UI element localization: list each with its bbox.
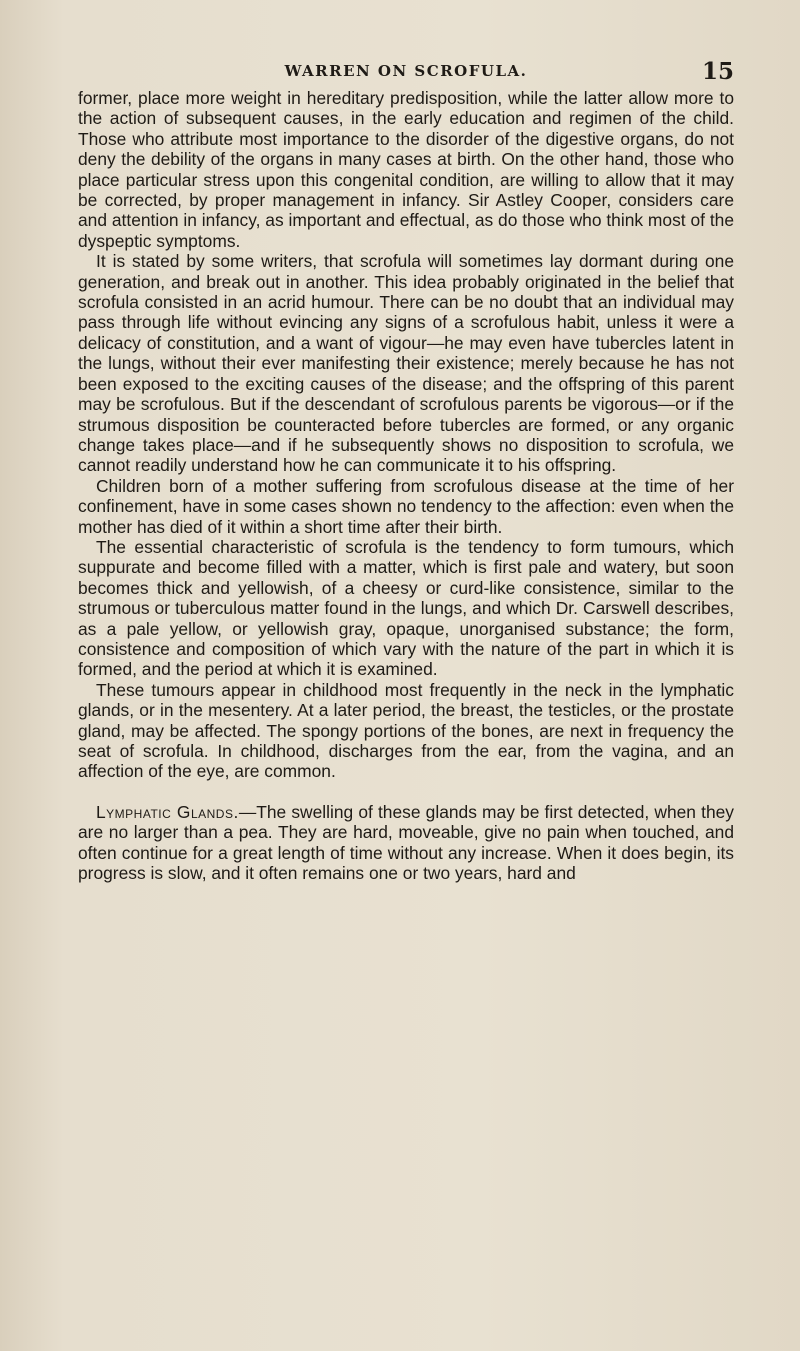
paragraph-children-born: Children born of a mother suffering from scrofulous disease at the time of her confinement, have in some cases shown no tendency to the affection: even when the mother has died of it within a short time after their birth. [78, 475, 734, 537]
section-text: —The swelling of these glands may be first detected, when they are no larger than a pea. They are hard, moveable, give no pain when touched, and often continue for a great length of time without any increase. When it does begin, its progress is slow, and it often remains one or two years, hard and [78, 801, 734, 884]
paragraph-dormant-generation: It is stated by some writers, that scrofula will sometimes lay dormant during one generation, and break out in another. This idea probably originated in the belief that scrofula consisted in an acrid humour. There can be no doubt that an individual may pass through life without evincing any signs of a scrofulous habit, unless it were a delicacy of constitution, and a want of vigour—he may even have tubercles latent in the lungs, without their ever manifesting their existence; merely because he has not been exposed to the exciting causes of the disease; and the offspring of this parent may be scrofulous. But if the descendant of scrofulous parents be vigorous—or if the strumous disposition be counteracted before tubercles are formed, or any organic change takes place—and if he subsequently shows no disposition to scrofula, we cannot readily understand how he can communicate it to his offspring. [78, 251, 734, 476]
paragraph-tumours-childhood: These tumours appear in childhood most frequently in the neck in the lymphatic glands, or in the mesentery. At a later period, the breast, the testicles, or the prostate gland, may be affected. The spongy portions of the bones, are next in frequency the seat of scrofula. In childhood, discharges from the ear, from the vagina, and an affection of the eye, are common. [78, 679, 734, 782]
paragraph-essential-characteristic: The essential characteristic of scrofula is the tendency to form tumours, which suppurate and become filled with a matter, which is first pale and watery, but soon becomes thick and yellowish, of a cheesy or curd-like consistence, similar to the strumous or tuberculous matter found in the lungs, and which Dr. Carswell describes, as a pale yellow, or yellowish gray, opaque, unorganised substance; the form, consistence and composition of which vary with the nature of the part in which it is formed, and the period at which it is examined. [78, 536, 734, 680]
paragraph-lymphatic-glands [78, 802, 734, 884]
running-head: WARREN ON SCROFULA. [284, 62, 528, 80]
paragraph-continued: former, place more weight in hereditary predisposition, while the latter allow more to the action of subsequent causes, in the early education and regimen of the child. Those who attribute most importance to the disorder of the digestive organs, do not deny the debility of the organs in many cases at birth. On the other hand, those who place particular stress upon this congenital condition, are willing to allow that it may be corrected, by proper management in infancy. Sir Astley Cooper, considers care and attention in infancy, as important and effectual, as do those who think most of the dyspeptic symptoms. [78, 88, 734, 251]
body-text [78, 88, 734, 883]
page-number: 15 [701, 58, 734, 85]
section-heading: Lymphatic Glands. [96, 801, 239, 822]
